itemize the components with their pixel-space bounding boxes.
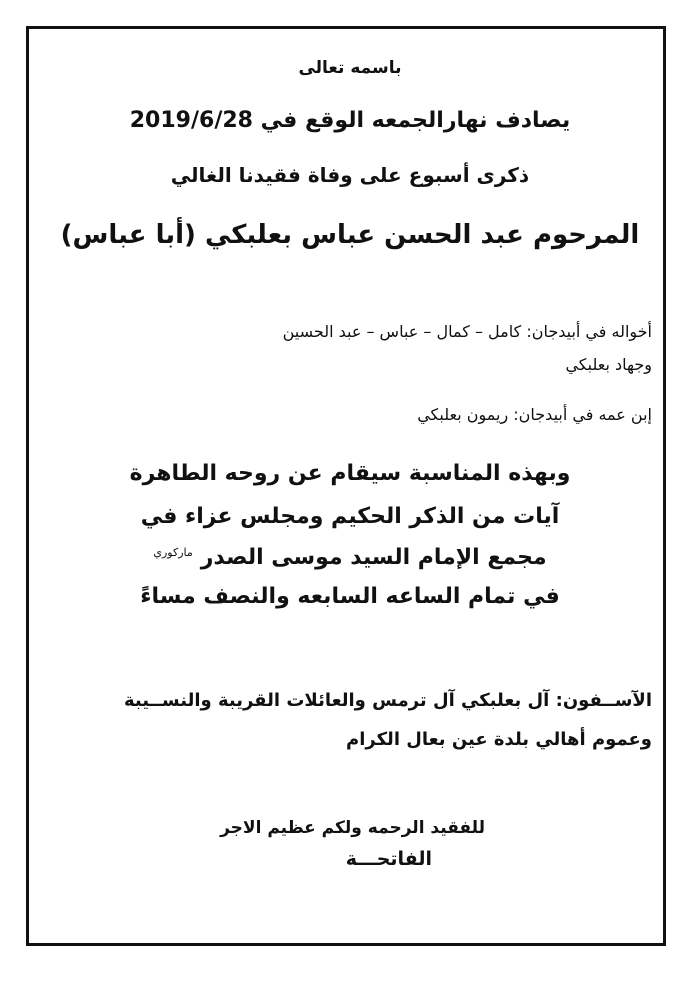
ceremony-location: مجمع الإمام السيد موسى الصدر: [200, 545, 547, 570]
cousin-line: إبن عمه في أبيدجان: ريمون بعلبكي: [417, 405, 652, 424]
ceremony-line-4: في تمام الساعه السابعه والنصف مساءً: [140, 584, 560, 609]
location-note: ماركوري: [153, 545, 193, 559]
uncles-line-1: أخواله في أبيدجان: كامل – كمال – عباس – عبد الحسين: [282, 322, 652, 341]
occasion-line: ذكرى أسبوع على وفاة فقيدنا الغالي: [170, 163, 530, 187]
fatiha-line: الفاتحـــة: [345, 848, 432, 870]
mourners-line-2: وعموم أهالي بلدة عين بعال الكرام: [346, 729, 652, 750]
condolence-line: للفقيد الرحمه ولكم عظيم الاجر: [220, 818, 485, 838]
deceased-name: المرحوم عبد الحسن عباس بعلبكي (أبا عباس): [60, 220, 640, 250]
uncles-line-2: وجهاد بعلبكي: [565, 355, 652, 374]
mourners-line-1: الآســفون: آل بعلبكي آل ترمس والعائلات القريبة والنســيبة: [123, 690, 652, 711]
ceremony-line-3: [40, 545, 660, 571]
date-line: يصادف نهارالجمعه الوقع في 2019/6/28: [129, 108, 571, 133]
invocation-text: باسمه تعالى: [298, 58, 402, 78]
ceremony-line-1: وبهذه المناسبة سيقام عن روحه الطاهرة: [129, 461, 571, 486]
ceremony-line-2: آيات من الذكر الحكيم ومجلس عزاء في: [140, 504, 560, 529]
